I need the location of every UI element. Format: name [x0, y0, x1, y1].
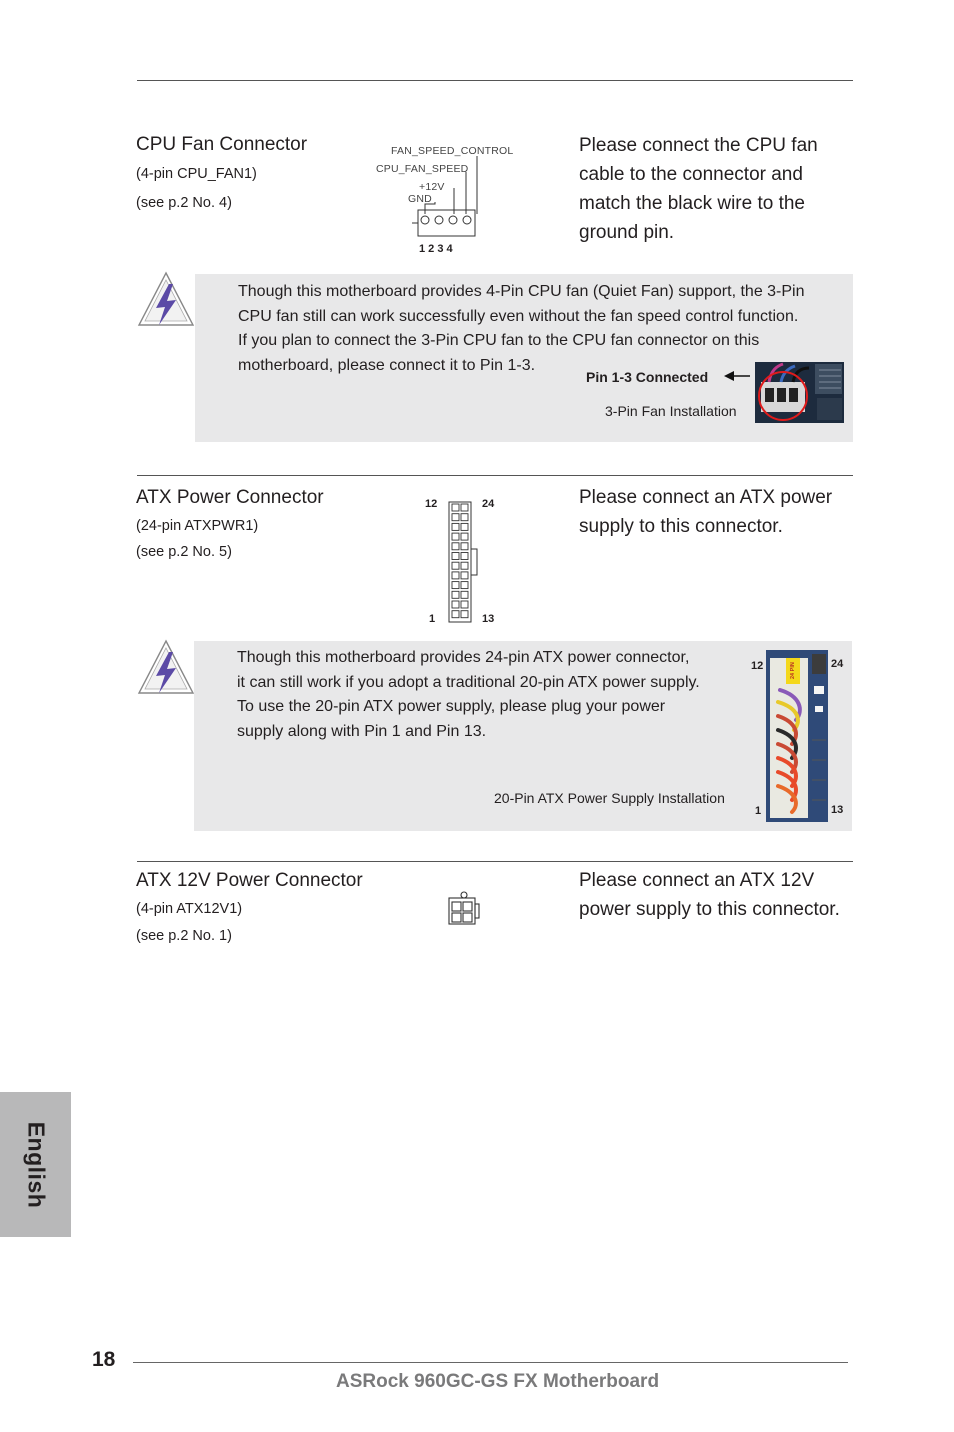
atx12v-description: Please connect an ATX 12V power supply to this connector.: [579, 870, 840, 920]
atx-power-ref: (see p.2 No. 5): [136, 544, 232, 560]
atx-power-description: Please connect an ATX power supply to this connector.: [579, 487, 833, 537]
cpu-fan-note-text: Though this motherboard provides 4-Pin CPU fan (Quiet Fan) support, the 3-Pin CPU fan still can work successfully even without the fan speed control function. If you plan to connect the 3-Pin CPU fan to the CPU fan connector on this motherboard, please connect it to Pin 1-3.: [238, 283, 805, 374]
footer-rule: [133, 1362, 848, 1363]
atx-pin-cell: [452, 514, 459, 521]
atx-pin-cell: [461, 523, 468, 530]
photo-pin-label-1: 1: [755, 805, 762, 817]
three-pin-fan-photo: [755, 362, 844, 423]
cpu-fan-title: CPU Fan Connector: [136, 134, 308, 155]
atx12v-connector-diagram: [446, 890, 482, 928]
cpu-fan-ref: (see p.2 No. 4): [136, 195, 232, 211]
warning-icon: [136, 270, 196, 328]
atx-pin-cell: [461, 514, 468, 521]
atx-pin-cell: [461, 553, 468, 560]
pin-1-3-callout: Pin 1-3 Connected: [586, 369, 709, 385]
atx-pin-cell: [452, 504, 459, 511]
atx-pin-cell: [452, 591, 459, 598]
atx-pin-cell: [461, 533, 468, 540]
atx-pin-cell: [452, 562, 459, 569]
atx-pin-cell: [461, 504, 468, 511]
atx-pin-cell: [452, 523, 459, 530]
atx-power-note-text: Though this motherboard provides 24-pin ATX power connector, it can still work if you adopt a traditional 20-pin ATX power supply. To use the 20-pin ATX power supply, please plug your power supply along with Pin 1 and Pin 13.: [237, 649, 700, 740]
atx-pin-label-13: 13: [482, 613, 495, 625]
atx-pin-cell: [461, 601, 468, 608]
footer-title: ASRock 960GC-GS FX Motherboard: [336, 1371, 660, 1392]
three-pin-fan-caption: 3-Pin Fan Installation: [605, 403, 737, 419]
atx-pin-label-12: 12: [425, 498, 438, 510]
cpu-fan-pin-info: (4-pin CPU_FAN1): [136, 166, 257, 182]
photo-pin-label-12: 12: [751, 660, 764, 672]
atx12v-title: ATX 12V Power Connector: [136, 870, 363, 891]
arrow-left-icon: [722, 369, 752, 383]
atx-pin-cell: [452, 553, 459, 560]
atx-pin-cell: [461, 562, 468, 569]
atx-pin-label-1: 1: [429, 613, 436, 625]
atx-pin-cell: [461, 591, 468, 598]
gnd-label: GND: [408, 193, 432, 205]
plus-12v-label: +12V: [419, 181, 445, 193]
cpu-fan-speed-label: CPU_FAN_SPEED: [376, 163, 469, 175]
language-tab-label: English: [23, 1121, 49, 1208]
cpu-fan-connector-diagram: [410, 150, 480, 242]
atx-pin-cell: [452, 611, 459, 618]
atx-pin-cell: [461, 582, 468, 589]
language-side-tab: [0, 1092, 71, 1237]
atx-pin-cell: [461, 572, 468, 579]
atx-pin-cell: [452, 601, 459, 608]
atx-pin-cell: [461, 611, 468, 618]
section-rule-atx: [137, 475, 853, 476]
atx-power-title: ATX Power Connector: [136, 487, 324, 508]
photo-pin-label-24: 24: [831, 658, 844, 670]
atx-24pin-connector-diagram: [447, 500, 481, 624]
atx12v-pin-info: (4-pin ATX12V1): [136, 901, 243, 917]
atx-pin-cell: [452, 582, 459, 589]
atx-power-pin-info: (24-pin ATXPWR1): [136, 518, 259, 534]
fan-speed-control-label: FAN_SPEED_CONTROL: [391, 145, 514, 157]
atx12v-ref: (see p.2 No. 1): [136, 928, 232, 944]
section-rule-atx12v: [137, 861, 853, 862]
atx-pin-cell: [461, 543, 468, 550]
top-rule: [137, 80, 853, 81]
warning-icon: [136, 638, 196, 696]
atx-pin-cell: [452, 543, 459, 550]
atx-pin-cell: [452, 572, 459, 579]
atx-pin-label-24: 24: [482, 498, 495, 510]
atx-pin-cell: [452, 533, 459, 540]
cpu-fan-pin-numbers: 1 2 3 4: [419, 243, 453, 255]
cpu-fan-description: Please connect the CPU fan cable to the connector and match the black wire to the ground pin.: [579, 135, 818, 243]
page-number: 18: [92, 1348, 116, 1371]
photo-24pin-label: 24 PIN: [790, 662, 796, 680]
photo-pin-label-13: 13: [831, 804, 844, 816]
twenty-pin-caption: 20-Pin ATX Power Supply Installation: [494, 790, 725, 806]
